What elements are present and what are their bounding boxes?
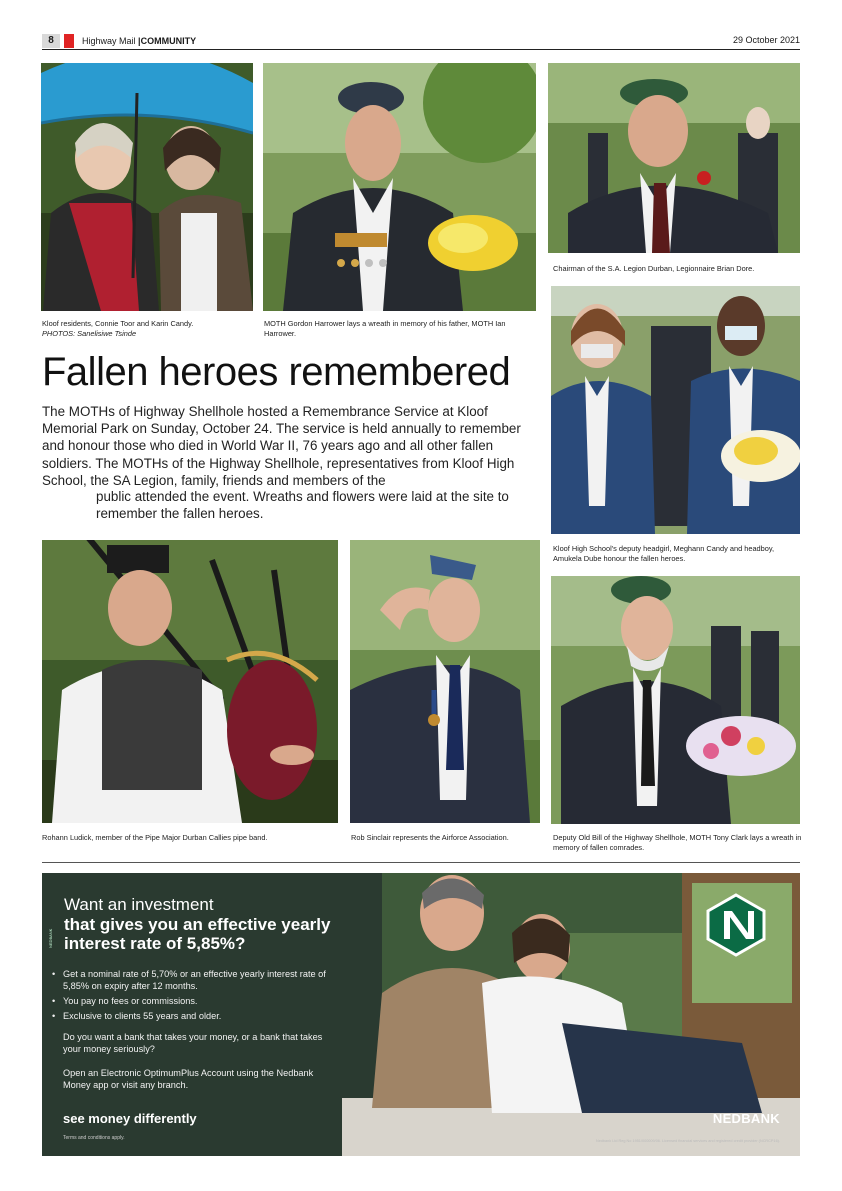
photo-rob-sinclair — [350, 540, 540, 823]
photo-5-image — [42, 540, 338, 823]
advert-bullet-list — [52, 968, 332, 1025]
photo-5-caption — [42, 833, 282, 843]
photo-3-image — [548, 63, 800, 253]
advert-bullet: • You pay no fees or commissions. — [52, 995, 332, 1007]
article-headline: Fallen heroes remembered — [42, 350, 511, 394]
photo-1-image — [41, 63, 253, 311]
section-divider — [42, 862, 800, 863]
photo-brian-dore — [548, 63, 800, 253]
photo-credit: PHOTOS: Sanelisiwe Tsinde — [42, 329, 137, 338]
photo-tony-clark — [551, 576, 800, 824]
advert-headline-2: that gives you an effective yearly interest rate of 5,85%? — [64, 915, 331, 953]
article-body-end: public attended the event. Wreaths and flowers were laid at the site to remember the fallen heroes. — [96, 489, 509, 522]
advert-bullet: • Exclusive to clients 55 years and older. — [52, 1010, 332, 1022]
photo-2-caption — [264, 319, 534, 339]
photo-1-caption-text: Kloof residents, Connie Toor and Karin Candy. — [42, 319, 194, 328]
nedbank-logo-icon — [704, 893, 768, 957]
advert-headline-1: Want an investment — [64, 895, 214, 914]
section-name: COMMUNITY — [140, 36, 197, 46]
photo-5-caption-text: Rohann Ludick, member of the Pipe Major Durban Callies pipe band. — [42, 833, 268, 842]
nedbank-advert[interactable] — [42, 873, 800, 1156]
photo-6-caption — [351, 833, 541, 843]
publication-name: Highway Mail — [82, 36, 136, 46]
advert-call-to-action: Open an Electronic OptimumPlus Account using the Nedbank Money app or visit any branch. — [63, 1068, 314, 1090]
photo-2-image — [263, 63, 536, 311]
advert-side-text: NEDBANK — [48, 928, 53, 948]
photo-4-caption — [553, 544, 803, 564]
issue-date: 29 October 2021 — [732, 35, 800, 45]
photo-7-caption-text: Deputy Old Bill of the Highway Shellhole, MOTH Tony Clark lays a wreath in memory of fallen comrades. — [553, 833, 802, 852]
photo-4-image — [551, 286, 800, 534]
publication-line — [82, 36, 196, 46]
page-number: 8 — [42, 34, 60, 48]
photo-1-caption — [42, 319, 257, 339]
header-separator: | — [138, 36, 141, 46]
photo-3-caption — [553, 264, 803, 274]
photo-connie-karin — [41, 63, 253, 311]
photo-7-caption — [553, 833, 803, 853]
advert-question: Do you want a bank that takes your money, or a bank that takes your money seriously? — [63, 1032, 323, 1054]
advert-terms: Terms and conditions apply. — [63, 1135, 125, 1141]
article-body: The MOTHs of Highway Shellhole hosted a Remembrance Service at Kloof Memorial Park on Sunday, October 24. The service is held annually to remember and honour those who died in World War II, 76 years ago and all other fallen soldiers. The MOTHs of the Highway Shellhole, representatives from Kloof High School, the SA Legion, family, friends and members of the — [42, 404, 521, 488]
photo-4-caption-text: Kloof High School's deputy headgirl, Meghann Candy and headboy, Amukela Dube honour the fallen heroes. — [553, 544, 775, 563]
photo-2-caption-text: MOTH Gordon Harrower lays a wreath in memory of his father, MOTH Ian Harrower. — [264, 319, 506, 338]
photo-6-caption-text: Rob Sinclair represents the Airforce Association. — [351, 833, 509, 842]
photo-3-caption-text: Chairman of the S.A. Legion Durban, Legionnaire Brian Dore. — [553, 264, 755, 273]
photo-gordon-harrower — [263, 63, 536, 311]
advert-brand-name: NEDBANK — [712, 1111, 780, 1126]
section-color-marker — [64, 34, 74, 48]
photo-kloof-high-students — [551, 286, 800, 534]
advert-bullet: • Get a nominal rate of 5,70% or an effective yearly interest rate of 5,85% on expiry after 12 months. — [52, 968, 332, 992]
photo-rohann-ludick — [42, 540, 338, 823]
photo-7-image — [551, 576, 800, 824]
page-header — [42, 34, 800, 50]
advert-legal-text: Nedbank Ltd Reg No 1951/000009/06. Licensed financial services and registered credit provider (NCRCP16). — [595, 1139, 780, 1143]
advert-slogan: see money differently — [63, 1111, 197, 1126]
photo-6-image — [350, 540, 540, 823]
